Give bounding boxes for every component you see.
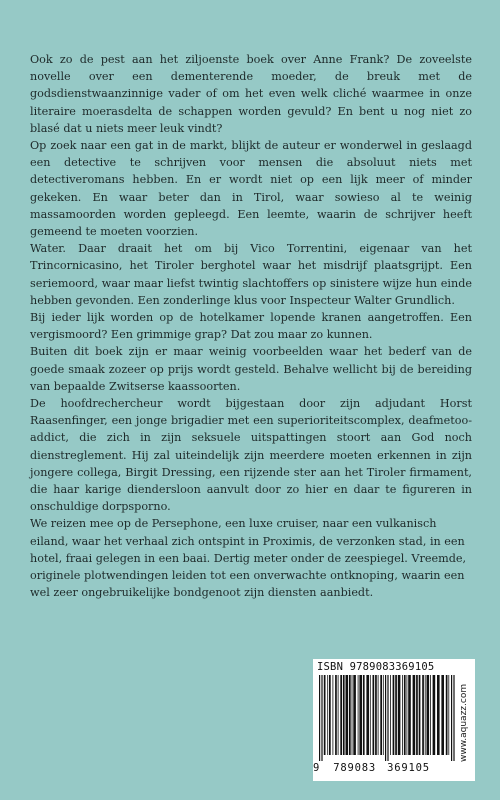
barcode-bar — [427, 675, 430, 755]
barcode-bar — [370, 675, 371, 755]
blurb-text — [30, 51, 472, 602]
barcode-bar — [430, 675, 431, 755]
barcode-bar — [390, 675, 391, 755]
isbn-label: ISBN 9789083369105 — [317, 661, 435, 673]
barcode-bar — [425, 675, 426, 755]
barcode-bar — [340, 675, 342, 755]
barcode-bar — [422, 675, 424, 755]
barcode-bar — [329, 675, 331, 755]
barcode-bar — [333, 675, 334, 755]
barcode-bar — [387, 675, 388, 761]
barcode-bar — [395, 675, 397, 755]
barcode-bar — [359, 675, 362, 755]
barcode-bar — [433, 675, 436, 755]
barcode-bar — [398, 675, 401, 755]
barcode-bar — [338, 675, 339, 755]
barcode-bar — [441, 675, 444, 755]
barcode-bar — [319, 675, 320, 761]
isbn-digit-first: 9 — [313, 762, 321, 774]
barcode-bar — [366, 675, 369, 755]
barcode-bar — [385, 675, 386, 761]
blurb-paragraph-3: Water. Daar draait het om bij Vico Torrentini, eigenaar van het Trincornicasino, het Tiroler berghotel waar het misdrijf plaatsgrijpt. Een seriemoord, waar maar liefst twintig slachtoffers op sinistere wijze hun einde hebben gevonden. Een zonderlinge klus voor Inspecteur Walter Grundlich. — [30, 242, 472, 307]
barcode-bar — [324, 675, 326, 755]
barcode-box — [313, 659, 475, 781]
barcode-bar — [419, 675, 421, 755]
barcode-bar — [451, 675, 452, 761]
blurb-paragraph-6: De hoofdrechercheur wordt bijgestaan door zijn adjudant Horst Raasenfinger, een jonge brigadier met een superioriteitscomplex, deafmetoo-addict, die zich in zijn seksuele uitspattingen stoort aan God noch dienstreglement. Hij zal uiteindelijk zijn meerdere moeten erkennen in zijn jongere collega, Birgit Dressing, een rijzende ster aan het Tiroler firmament, die haar karige diendersloon aanvult door zo hier en daar te figureren in onschuldige dorpsporno. — [30, 397, 472, 514]
barcode-bar — [349, 675, 351, 755]
barcode-bar — [404, 675, 406, 755]
barcode-bar — [402, 675, 403, 755]
barcode-bar — [416, 675, 418, 755]
blurb-paragraph-7: We reizen mee op de Persephone, een luxe cruiser, naar een vulkanisch eiland, waar het verhaal zich ontspint in Proximis, de verzonken stad, in een hotel, fraai gelegen in een baai. Dertig meter onder de zeespiegel. Vreemde, originele plotwendingen leiden tot een onverwachte ontknoping, waarin een wel zeer ongebruikelijke bondgenoot zijn diensten aanbiedt. — [30, 517, 467, 600]
barcode-bar — [352, 675, 353, 755]
barcode-bar — [327, 675, 328, 755]
isbn-digits-left: 789083 — [333, 762, 376, 774]
barcode-bar — [321, 675, 322, 761]
barcode-bar — [378, 675, 379, 755]
blurb-paragraph-1: Ook zo de pest aan het ziljoenste boek over Anne Frank? De zoveelste novelle over een dementerende moeder, de breuk met de godsdienstwaanzinnige vader of om het even welk cliché waarmee in onze literaire moerasdelta de schappen worden gevuld? En bent u nog niet zo blasé dat u niets meer leuk vindt? — [30, 53, 472, 135]
barcode-bar — [375, 675, 377, 755]
barcode-bar — [373, 675, 375, 755]
isbn-digits — [313, 762, 430, 774]
barcode-bars — [319, 675, 455, 761]
barcode-bar — [358, 675, 359, 755]
barcode-bar — [353, 675, 356, 755]
publisher-website: www.aquazz.com — [459, 683, 469, 763]
barcode-bar — [407, 675, 408, 755]
barcode-bar — [335, 675, 337, 755]
barcode-bar — [446, 675, 448, 755]
blurb-paragraph-5: Buiten dit boek zijn er maar weinig voorbeelden waar het bederf van de goede smaak zozeer op prijs wordt gesteld. Behalve wellicht bij de bereiding van bepaalde Zwitserse kaassoorten. — [30, 345, 472, 393]
barcode-bar — [448, 675, 449, 755]
barcode-bar — [413, 675, 416, 755]
blurb-paragraph-2: Op zoek naar een gat in de markt, blijkt de auteur er wonderwel in geslaagd een detective te schrijven voor mensen die absoluut niets met detectiveromans hebben. En er wordt niet op een lijk meer of minder gekeken. En waar beter dan in Tirol, waar sowieso al te weinig massamoorden worden gepleegd. Een leemte, waarin de schrijver heeft gemeend te moeten voorzien. — [30, 139, 472, 239]
barcode-bar — [363, 675, 365, 755]
barcode-bar — [437, 675, 440, 755]
barcode-bar — [380, 675, 382, 755]
barcode-bar — [393, 675, 395, 755]
barcode-bar — [343, 675, 345, 755]
isbn-digits-right: 369105 — [387, 762, 430, 774]
barcode-bar — [453, 675, 454, 761]
blurb-paragraph-4: Bij ieder lijk worden op de hotelkamer lopende kranen aangetroffen. Een vergismoord? Een grimmige grap? Dat zou maar zo kunnen. — [30, 311, 472, 342]
barcode-bar — [408, 675, 411, 755]
barcode-bar — [346, 675, 349, 755]
barcode-bar — [383, 675, 384, 755]
